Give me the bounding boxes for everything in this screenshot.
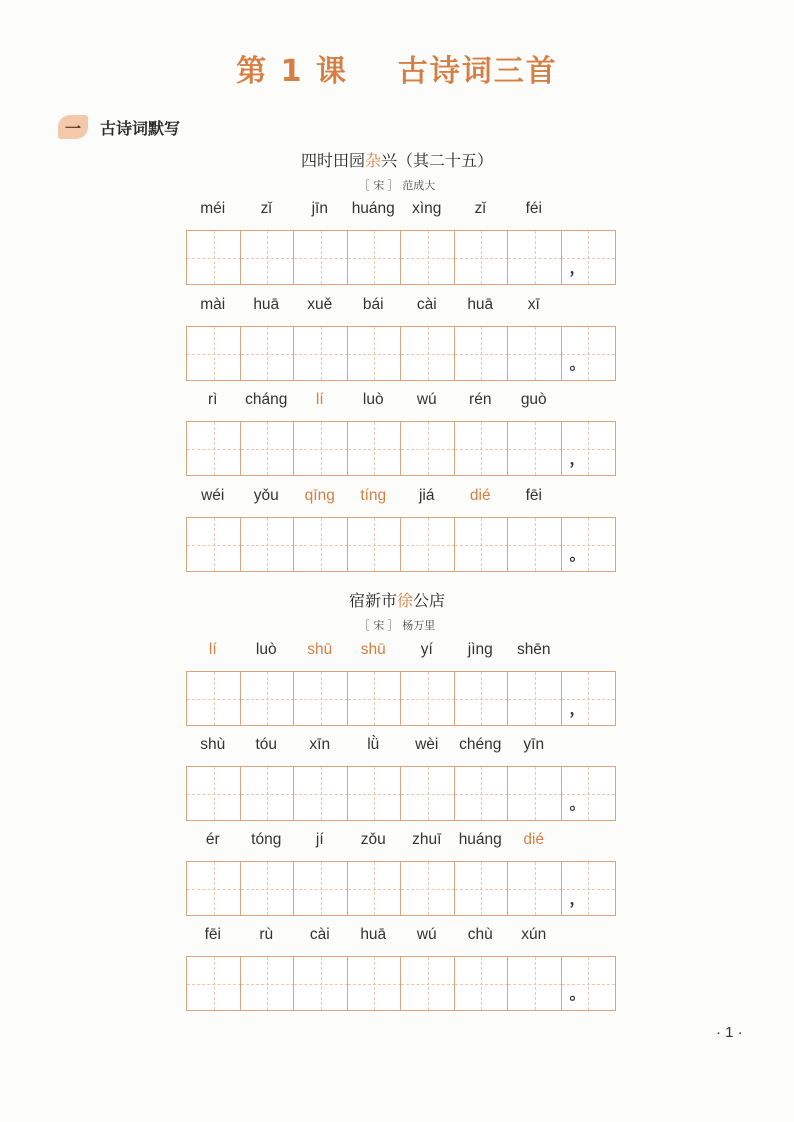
pinyin-row bbox=[186, 831, 616, 853]
pinyin-row bbox=[186, 487, 616, 509]
poem-title-highlight: 杂 bbox=[364, 151, 381, 170]
pinyin-row bbox=[186, 736, 616, 758]
writing-cell[interactable] bbox=[401, 327, 455, 380]
writing-cell[interactable] bbox=[348, 518, 402, 571]
pinyin-syllable: tóu bbox=[255, 736, 278, 753]
cell-guide-horizontal bbox=[294, 258, 348, 259]
pinyin-syllable: fēi bbox=[525, 487, 542, 504]
pinyin-syllable: tóng bbox=[251, 831, 282, 848]
section-header bbox=[58, 114, 180, 140]
cell-guide-horizontal bbox=[294, 449, 348, 450]
pinyin-syllable: xīn bbox=[309, 736, 331, 753]
cell-guide-horizontal bbox=[187, 258, 241, 259]
punctuation-cell bbox=[562, 422, 616, 475]
cell-guide-horizontal bbox=[294, 984, 348, 985]
cell-guide-horizontal bbox=[455, 449, 509, 450]
writing-cell[interactable] bbox=[455, 957, 509, 1010]
cell-guide-horizontal bbox=[508, 545, 562, 546]
pinyin-row bbox=[186, 926, 616, 948]
writing-cell[interactable] bbox=[508, 672, 562, 725]
punctuation-mark: 。 bbox=[569, 984, 586, 1003]
cell-guide-horizontal bbox=[455, 258, 509, 259]
pinyin-syllable: rì bbox=[208, 391, 218, 408]
writing-cell[interactable] bbox=[241, 862, 295, 915]
cell-guide-horizontal bbox=[241, 449, 295, 450]
writing-cell[interactable] bbox=[187, 231, 241, 284]
pinyin-syllable: luò bbox=[255, 641, 277, 658]
writing-cell[interactable] bbox=[455, 767, 509, 820]
pinyin-syllable: mài bbox=[200, 296, 226, 313]
cell-guide-horizontal bbox=[348, 258, 402, 259]
cell-guide-horizontal bbox=[455, 794, 509, 795]
cell-guide-horizontal bbox=[187, 889, 241, 890]
writing-cell[interactable] bbox=[401, 862, 455, 915]
punctuation-mark: ， bbox=[569, 449, 586, 468]
punctuation-cell bbox=[562, 957, 616, 1010]
cell-guide-horizontal bbox=[294, 354, 348, 355]
punctuation-cell bbox=[562, 518, 616, 571]
pinyin-syllable: luò bbox=[362, 391, 384, 408]
pinyin-syllable: dié bbox=[469, 487, 491, 504]
pinyin-row bbox=[186, 200, 616, 222]
pinyin-syllable: lǜ bbox=[367, 736, 380, 753]
pinyin-syllable: zǐ bbox=[260, 200, 272, 217]
punctuation-mark: ， bbox=[569, 889, 586, 908]
pinyin-syllable: huā bbox=[253, 296, 280, 313]
pinyin-syllable: yǒu bbox=[253, 487, 279, 504]
pinyin-syllable: rù bbox=[259, 926, 274, 943]
cell-guide-horizontal bbox=[294, 794, 348, 795]
writing-cell[interactable] bbox=[241, 518, 295, 571]
writing-cell[interactable] bbox=[294, 422, 348, 475]
cell-guide-horizontal bbox=[401, 258, 455, 259]
writing-cell[interactable] bbox=[187, 957, 241, 1010]
cell-guide-horizontal bbox=[508, 258, 562, 259]
tianzige-grid bbox=[186, 326, 616, 381]
writing-cell[interactable] bbox=[187, 862, 241, 915]
pinyin-row bbox=[186, 641, 616, 663]
punctuation-mark: 。 bbox=[569, 794, 586, 813]
cell-guide-horizontal bbox=[508, 984, 562, 985]
writing-cell[interactable] bbox=[508, 518, 562, 571]
writing-cell[interactable] bbox=[187, 672, 241, 725]
cell-guide-horizontal bbox=[455, 354, 509, 355]
poem-title-part: 宿新市 bbox=[348, 591, 397, 610]
cell-guide-horizontal bbox=[401, 354, 455, 355]
pinyin-syllable: guò bbox=[520, 391, 547, 408]
pinyin-syllable: xún bbox=[521, 926, 547, 943]
writing-cell[interactable] bbox=[401, 672, 455, 725]
pinyin-syllable: huáng bbox=[351, 200, 395, 217]
cell-guide-horizontal bbox=[455, 889, 509, 890]
pinyin-syllable: chéng bbox=[459, 736, 502, 753]
poem-title bbox=[0, 588, 794, 611]
pinyin-syllable: xìng bbox=[412, 200, 442, 217]
writing-cell[interactable] bbox=[401, 518, 455, 571]
pinyin-syllable: wú bbox=[416, 391, 437, 408]
writing-cell[interactable] bbox=[508, 422, 562, 475]
cell-guide-horizontal bbox=[401, 984, 455, 985]
writing-cell[interactable] bbox=[294, 518, 348, 571]
writing-cell[interactable] bbox=[508, 327, 562, 380]
poem-title-part: 四时田园 bbox=[300, 151, 365, 170]
punctuation-cell bbox=[562, 231, 616, 284]
writing-cell[interactable] bbox=[294, 327, 348, 380]
punctuation-cell bbox=[562, 327, 616, 380]
cell-guide-horizontal bbox=[455, 699, 509, 700]
punctuation-cell bbox=[562, 767, 616, 820]
cell-guide-horizontal bbox=[348, 794, 402, 795]
writing-cell[interactable] bbox=[294, 767, 348, 820]
pinyin-syllable: zǐ bbox=[474, 200, 486, 217]
cell-guide-horizontal bbox=[348, 699, 402, 700]
pinyin-syllable: cháng bbox=[245, 391, 288, 408]
pinyin-syllable: huáng bbox=[458, 831, 502, 848]
cell-guide-horizontal bbox=[455, 545, 509, 546]
cell-guide-horizontal bbox=[294, 545, 348, 546]
pinyin-syllable: xī bbox=[527, 296, 540, 313]
pinyin-syllable: yīn bbox=[523, 736, 545, 753]
cell-guide-horizontal bbox=[455, 984, 509, 985]
writing-cell[interactable] bbox=[401, 767, 455, 820]
writing-cell[interactable] bbox=[455, 231, 509, 284]
pinyin-syllable: qīng bbox=[304, 487, 335, 504]
cell-guide-horizontal bbox=[401, 545, 455, 546]
pinyin-syllable: chù bbox=[467, 926, 493, 943]
page-number: · 1 · bbox=[716, 1024, 743, 1041]
tianzige-grid bbox=[186, 766, 616, 821]
tianzige-grid bbox=[186, 517, 616, 572]
cell-guide-horizontal bbox=[187, 984, 241, 985]
punctuation-mark: ， bbox=[569, 699, 586, 718]
writing-cell[interactable] bbox=[508, 957, 562, 1010]
writing-cell[interactable] bbox=[294, 231, 348, 284]
pinyin-syllable: lí bbox=[315, 391, 324, 408]
writing-cell[interactable] bbox=[348, 767, 402, 820]
pinyin-syllable: jiá bbox=[418, 487, 435, 504]
pinyin-syllable: wéi bbox=[201, 487, 225, 504]
poem-title bbox=[0, 148, 794, 171]
pinyin-syllable: jīn bbox=[311, 200, 328, 217]
writing-cell[interactable] bbox=[508, 767, 562, 820]
cell-guide-horizontal bbox=[187, 794, 241, 795]
pinyin-syllable: zǒu bbox=[360, 831, 386, 848]
pinyin-syllable: xuě bbox=[307, 296, 333, 313]
writing-cell[interactable] bbox=[401, 422, 455, 475]
pinyin-syllable: tíng bbox=[360, 487, 387, 504]
poem-author: ［ 宋 ］ 范成大 bbox=[358, 179, 436, 192]
writing-cell[interactable] bbox=[348, 422, 402, 475]
pinyin-syllable: huā bbox=[467, 296, 494, 313]
pinyin-syllable: méi bbox=[200, 200, 226, 217]
punctuation-cell bbox=[562, 862, 616, 915]
writing-cell[interactable] bbox=[241, 422, 295, 475]
tianzige-grid bbox=[186, 421, 616, 476]
cell-guide-horizontal bbox=[401, 699, 455, 700]
pinyin-syllable: cài bbox=[416, 296, 437, 313]
writing-cell[interactable] bbox=[348, 231, 402, 284]
writing-cell[interactable] bbox=[508, 231, 562, 284]
pinyin-syllable: shēn bbox=[516, 641, 551, 658]
cell-guide-horizontal bbox=[187, 545, 241, 546]
cell-guide-horizontal bbox=[348, 984, 402, 985]
writing-cell[interactable] bbox=[508, 862, 562, 915]
pinyin-syllable: zhuī bbox=[412, 831, 442, 848]
pinyin-syllable: shū bbox=[307, 641, 333, 658]
writing-cell[interactable] bbox=[294, 672, 348, 725]
tianzige-grid bbox=[186, 671, 616, 726]
poem-title-part: 公店 bbox=[413, 591, 446, 610]
tianzige-grid bbox=[186, 956, 616, 1011]
writing-cell[interactable] bbox=[241, 231, 295, 284]
cell-guide-horizontal bbox=[401, 889, 455, 890]
poem-title-highlight: 徐 bbox=[396, 591, 413, 610]
pinyin-row bbox=[186, 296, 616, 318]
writing-cell[interactable] bbox=[241, 767, 295, 820]
pinyin-syllable: féi bbox=[525, 200, 542, 217]
writing-cell[interactable] bbox=[241, 957, 295, 1010]
pinyin-syllable: shù bbox=[200, 736, 226, 753]
pinyin-syllable: jìng bbox=[467, 641, 493, 658]
writing-cell[interactable] bbox=[187, 767, 241, 820]
cell-guide-horizontal bbox=[241, 545, 295, 546]
writing-cell[interactable] bbox=[455, 422, 509, 475]
punctuation-mark: 。 bbox=[569, 545, 586, 564]
writing-cell[interactable] bbox=[187, 422, 241, 475]
writing-cell[interactable] bbox=[401, 231, 455, 284]
cell-guide-horizontal bbox=[508, 354, 562, 355]
pinyin-syllable: yí bbox=[420, 641, 433, 658]
cell-guide-horizontal bbox=[508, 449, 562, 450]
writing-cell[interactable] bbox=[187, 327, 241, 380]
cell-guide-horizontal bbox=[241, 794, 295, 795]
cell-guide-horizontal bbox=[401, 449, 455, 450]
tianzige-grid bbox=[186, 230, 616, 285]
punctuation-mark: 。 bbox=[569, 354, 586, 373]
writing-cell[interactable] bbox=[455, 862, 509, 915]
poem-author: ［ 宋 ］ 杨万里 bbox=[358, 619, 436, 632]
punctuation-cell bbox=[562, 672, 616, 725]
pinyin-syllable: wú bbox=[416, 926, 437, 943]
writing-cell[interactable] bbox=[348, 862, 402, 915]
section-label: 古诗词默写 bbox=[100, 118, 181, 138]
pinyin-syllable: dié bbox=[523, 831, 545, 848]
pinyin-syllable: shū bbox=[360, 641, 386, 658]
pinyin-syllable: bái bbox=[362, 296, 384, 313]
writing-cell[interactable] bbox=[348, 672, 402, 725]
cell-guide-horizontal bbox=[241, 889, 295, 890]
cell-guide-horizontal bbox=[241, 984, 295, 985]
cell-guide-horizontal bbox=[241, 258, 295, 259]
writing-cell[interactable] bbox=[241, 672, 295, 725]
writing-cell[interactable] bbox=[187, 518, 241, 571]
cell-guide-horizontal bbox=[508, 699, 562, 700]
cell-guide-horizontal bbox=[241, 699, 295, 700]
pinyin-syllable: wèi bbox=[415, 736, 439, 753]
cell-guide-horizontal bbox=[294, 699, 348, 700]
punctuation-mark: ， bbox=[569, 258, 586, 277]
cell-guide-horizontal bbox=[348, 889, 402, 890]
cell-guide-horizontal bbox=[348, 354, 402, 355]
cell-guide-horizontal bbox=[401, 794, 455, 795]
writing-cell[interactable] bbox=[401, 957, 455, 1010]
cell-guide-horizontal bbox=[348, 545, 402, 546]
cell-guide-horizontal bbox=[294, 889, 348, 890]
poem-title-part: 兴（其二十五） bbox=[381, 151, 494, 170]
cell-guide-horizontal bbox=[187, 449, 241, 450]
pinyin-syllable: fēi bbox=[204, 926, 221, 943]
writing-cell[interactable] bbox=[348, 957, 402, 1010]
tianzige-grid bbox=[186, 861, 616, 916]
pinyin-syllable: jí bbox=[315, 831, 324, 848]
lesson-title: 第 1 课 古诗词三首 bbox=[236, 54, 558, 89]
cell-guide-horizontal bbox=[187, 699, 241, 700]
pinyin-row bbox=[186, 391, 616, 413]
writing-cell[interactable] bbox=[455, 327, 509, 380]
section-number-badge: 一 bbox=[58, 115, 88, 139]
writing-cell[interactable] bbox=[455, 518, 509, 571]
writing-cell[interactable] bbox=[348, 327, 402, 380]
pinyin-syllable: ér bbox=[205, 831, 220, 848]
pinyin-syllable: huā bbox=[360, 926, 387, 943]
writing-cell[interactable] bbox=[241, 327, 295, 380]
writing-cell[interactable] bbox=[294, 862, 348, 915]
pinyin-syllable: rén bbox=[469, 391, 492, 408]
writing-cell[interactable] bbox=[294, 957, 348, 1010]
cell-guide-horizontal bbox=[348, 449, 402, 450]
cell-guide-horizontal bbox=[508, 794, 562, 795]
writing-cell[interactable] bbox=[455, 672, 509, 725]
cell-guide-horizontal bbox=[508, 889, 562, 890]
pinyin-syllable: lí bbox=[208, 641, 217, 658]
pinyin-syllable: cài bbox=[309, 926, 330, 943]
cell-guide-horizontal bbox=[187, 354, 241, 355]
cell-guide-horizontal bbox=[241, 354, 295, 355]
